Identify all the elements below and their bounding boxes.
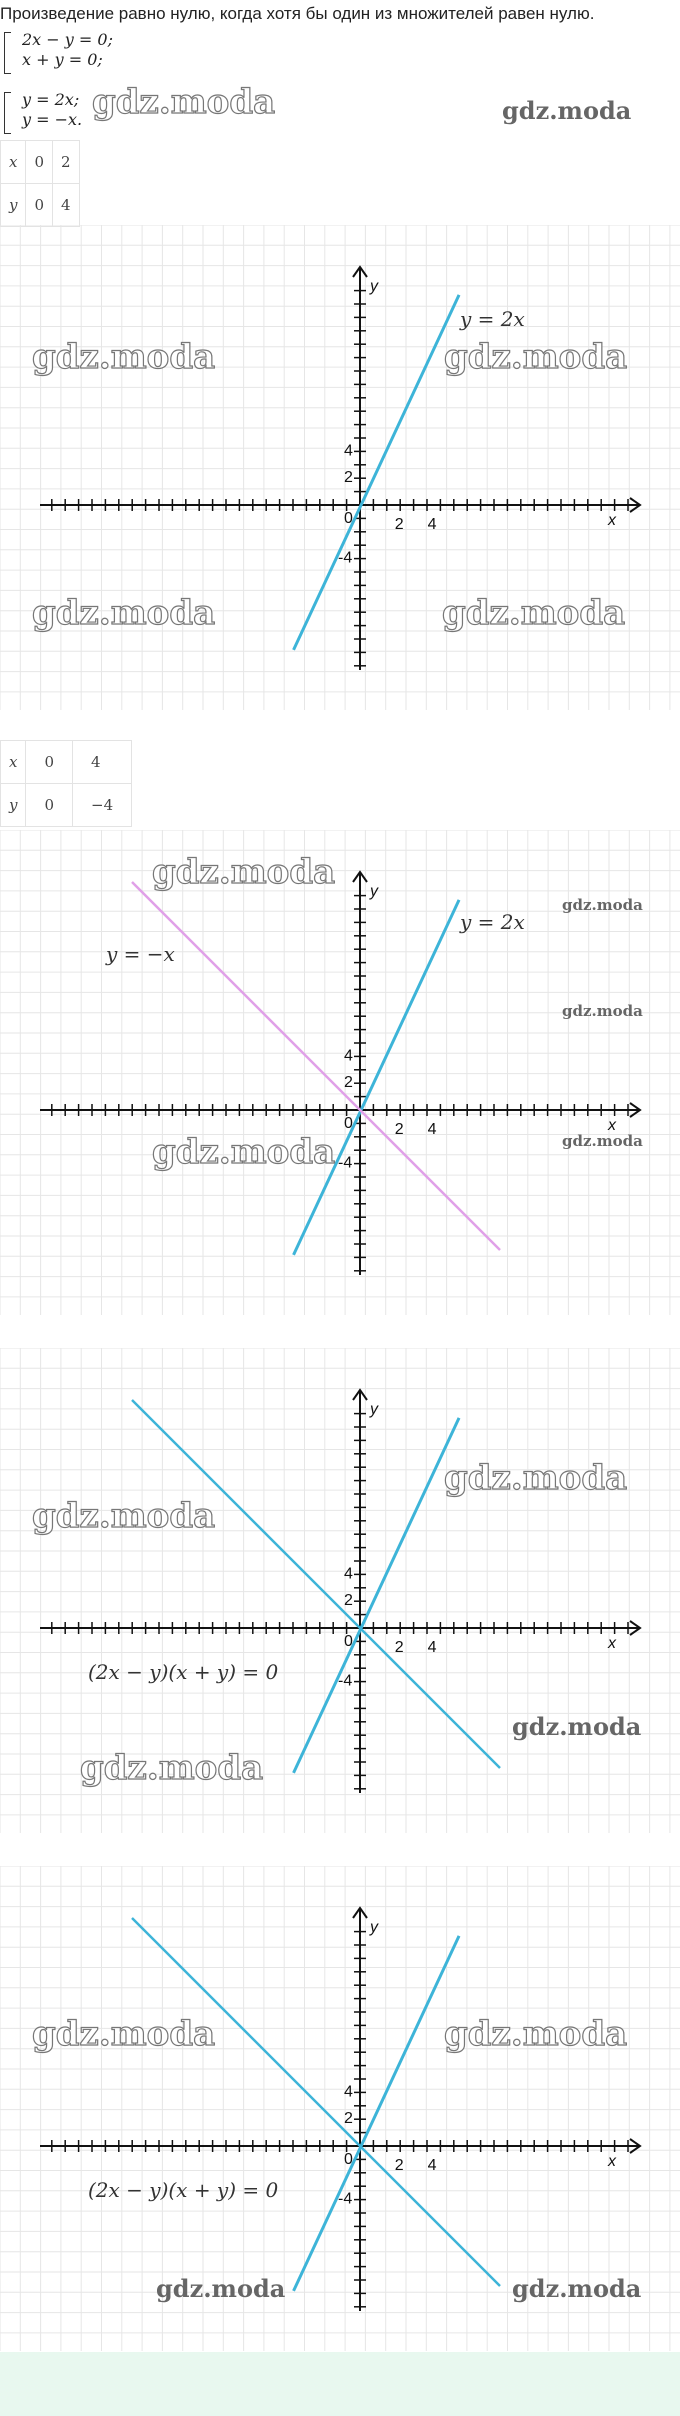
watermark: gdz.moda [152, 1132, 336, 1172]
cell: 4 [53, 184, 80, 227]
x-axis-label: x [608, 512, 616, 529]
x-tick-label: 2 [394, 2157, 404, 2174]
y-axis-label: y [370, 1401, 378, 1418]
watermark: gdz.moda [512, 1712, 642, 1741]
y-tick-label: 4 [344, 442, 353, 460]
watermark: gdz.moda [156, 2274, 286, 2303]
product-equation-label: (2x − y)(x + y) = 0 [88, 2178, 279, 2202]
watermark: gdz.moda [562, 1132, 643, 1150]
cell: 4 [73, 741, 132, 784]
y-tick-label: 2 [344, 1592, 353, 1610]
y-axis-label: y [370, 883, 378, 900]
line-label-y2x: y = 2x [460, 307, 525, 331]
x-tick-label: 4 [427, 1121, 437, 1138]
x-axis-label: x [608, 2153, 616, 2170]
cell: x [1, 141, 26, 184]
watermark: gdz.moda [562, 896, 643, 914]
values-table-2 [0, 740, 132, 827]
x-tick-label: 2 [394, 1121, 404, 1138]
cell: −4 [73, 784, 132, 827]
equation-system-2 [6, 90, 82, 130]
x-tick-label: 4 [427, 2157, 437, 2174]
footer-band [0, 2352, 680, 2416]
x-axis-label: x [608, 1635, 616, 1652]
watermark: gdz.moda [444, 2014, 628, 2054]
intro-text: Произведение равно нулю, когда хотя бы один из множителей равен нулю. [0, 4, 595, 23]
x-tick-label: 4 [427, 516, 437, 533]
cell: 0 [26, 741, 73, 784]
y-axis-label: y [370, 278, 378, 295]
graph-3 [0, 1348, 680, 1833]
equation: y = 2x; [22, 90, 80, 109]
graph-2 [0, 830, 680, 1315]
y-axis-label: y [370, 1919, 378, 1936]
graph-1 [0, 225, 680, 710]
y-tick-label: 2 [344, 469, 353, 487]
watermark: gdz.moda [32, 2014, 216, 2054]
watermark: gdz.moda [444, 337, 628, 377]
y-tick-label: -4 [338, 1672, 353, 1690]
watermark: gdz.moda [80, 1748, 264, 1788]
origin-label: 0 [344, 1115, 353, 1132]
line-y-equals-neg-x [132, 1918, 500, 2286]
x-tick-label: 2 [394, 516, 404, 533]
y-tick-label: 2 [344, 1074, 353, 1092]
equation-system-1 [6, 30, 113, 70]
line-y-equals-2x [294, 900, 460, 1255]
watermark: gdz.moda [32, 593, 216, 633]
cell: 0 [26, 784, 73, 827]
cell: y [1, 184, 26, 227]
product-equation-label: (2x − y)(x + y) = 0 [88, 1660, 279, 1684]
watermark: gdz.moda [152, 852, 336, 892]
origin-label: 0 [344, 2151, 353, 2168]
watermark: gdz.moda [502, 96, 632, 125]
watermark: gdz.moda [562, 1002, 643, 1020]
graph-canvas [0, 225, 680, 710]
y-tick-label: -4 [338, 2190, 353, 2208]
line-label-y2x: y = 2x [460, 910, 525, 934]
line-label-y-neg-x: y = −x [106, 942, 175, 966]
cell: y [1, 784, 26, 827]
graph-4 [0, 1866, 680, 2351]
x-tick-label: 2 [394, 1639, 404, 1656]
y-tick-label: 2 [344, 2110, 353, 2128]
watermark: gdz.moda [32, 337, 216, 377]
x-axis-label: x [608, 1117, 616, 1134]
y-tick-label: 4 [344, 2083, 353, 2101]
cell: x [1, 741, 26, 784]
values-table-1 [0, 140, 80, 227]
watermark: gdz.moda [32, 1496, 216, 1536]
y-tick-label: -4 [338, 549, 353, 567]
y-tick-label: -4 [338, 1154, 353, 1172]
line-y-equals-2x [294, 1418, 460, 1773]
equation: x + y = 0; [22, 50, 103, 69]
watermark: gdz.moda [512, 2274, 642, 2303]
origin-label: 0 [344, 1633, 353, 1650]
line-y-equals-neg-x [132, 882, 500, 1250]
cell: 2 [53, 141, 80, 184]
cell: 0 [26, 141, 53, 184]
watermark: gdz.moda [92, 82, 276, 122]
watermark: gdz.moda [442, 593, 626, 633]
y-tick-label: 4 [344, 1565, 353, 1583]
line-y-equals-2x [294, 295, 460, 650]
x-tick-label: 4 [427, 1639, 437, 1656]
line-y-equals-2x [294, 1936, 460, 2291]
cell: 0 [26, 184, 53, 227]
equation: y = −x. [22, 110, 83, 129]
line-y-equals-neg-x [132, 1400, 500, 1768]
equation: 2x − y = 0; [22, 30, 113, 49]
watermark: gdz.moda [444, 1458, 628, 1498]
y-tick-label: 4 [344, 1047, 353, 1065]
origin-label: 0 [344, 510, 353, 527]
